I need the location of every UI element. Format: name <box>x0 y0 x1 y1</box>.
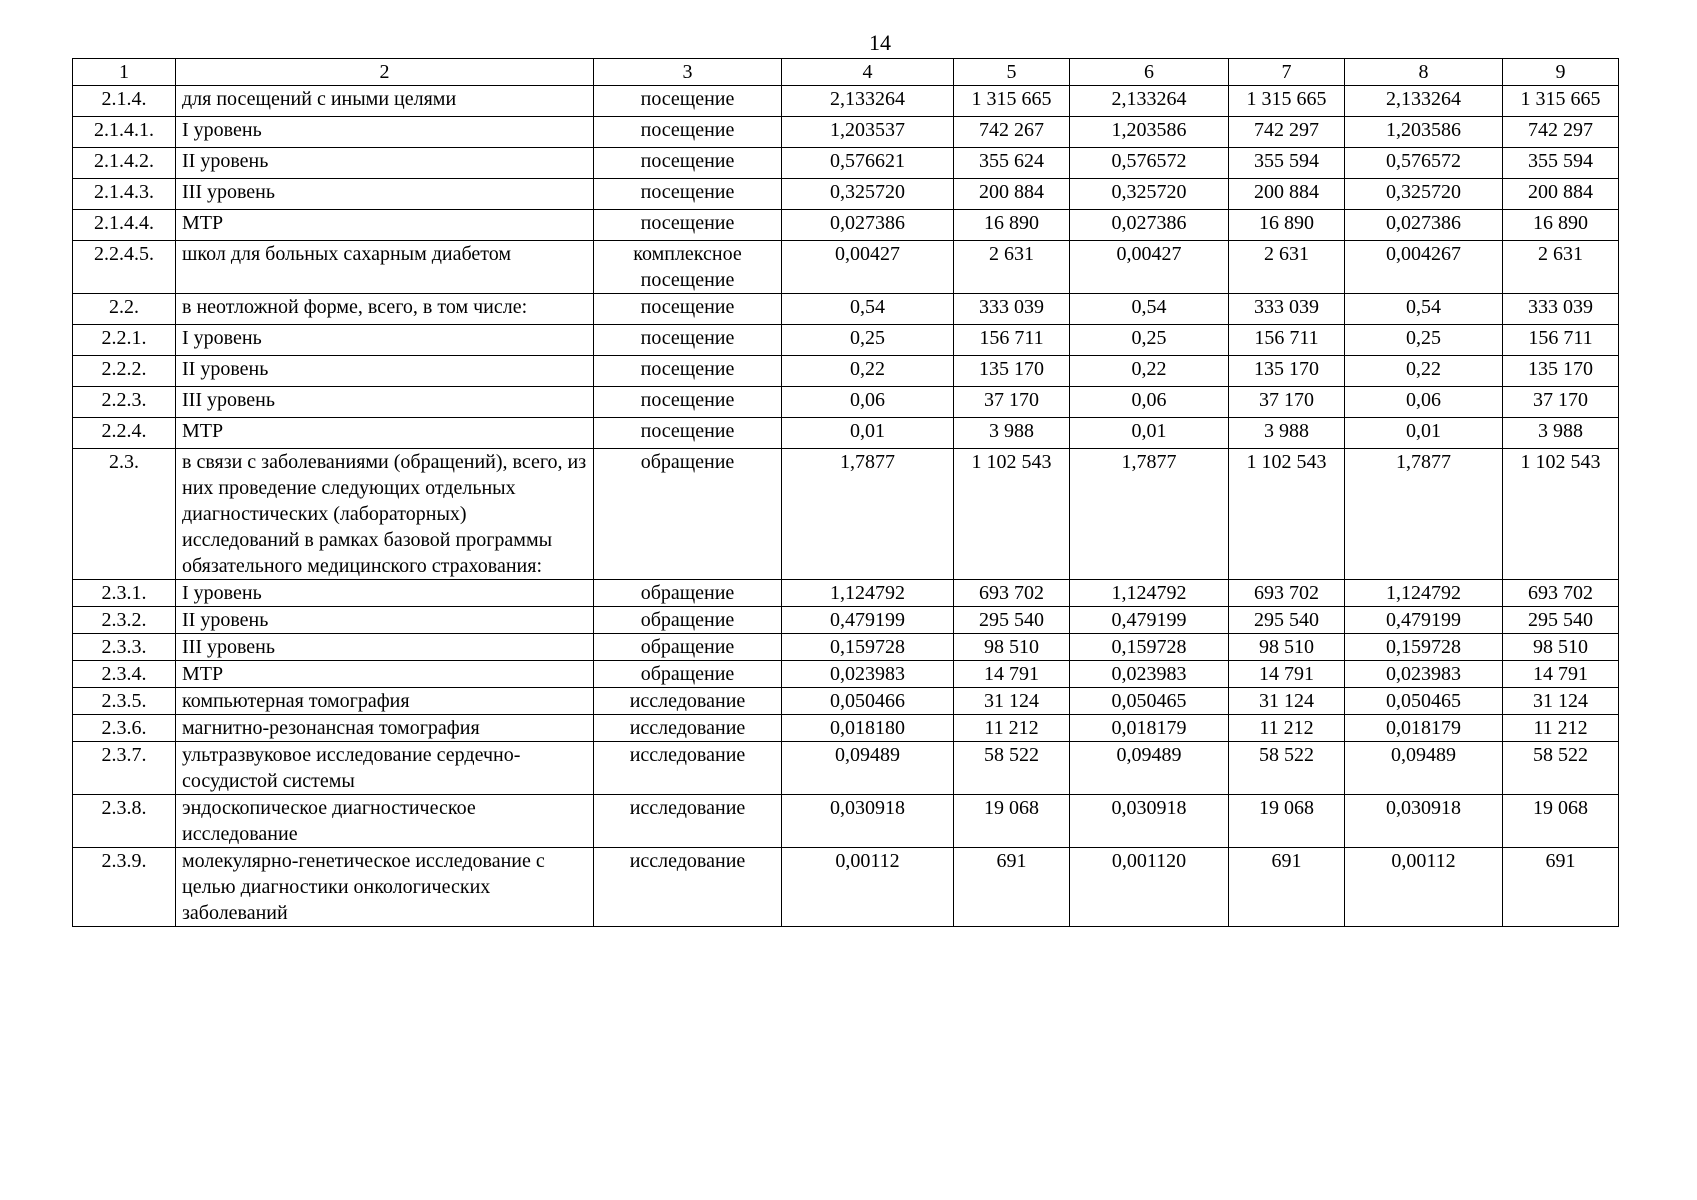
row-unit: исследование <box>594 848 782 927</box>
row-value: 333 039 <box>1503 294 1619 325</box>
row-value: 0,01 <box>1070 418 1229 449</box>
row-value: 156 711 <box>1229 325 1345 356</box>
row-value: 0,00112 <box>1345 848 1503 927</box>
table-row <box>73 356 1619 387</box>
row-value: 0,325720 <box>782 179 954 210</box>
row-value: 1,203586 <box>1345 117 1503 148</box>
row-value: 0,027386 <box>1345 210 1503 241</box>
row-value: 0,22 <box>1070 356 1229 387</box>
row-value: 693 702 <box>1229 580 1345 607</box>
column-number: 8 <box>1345 59 1503 86</box>
row-value: 0,159728 <box>1345 634 1503 661</box>
row-code: 2.2.1. <box>73 325 176 356</box>
row-value: 0,576621 <box>782 148 954 179</box>
row-name: III уровень <box>176 387 594 418</box>
column-number: 1 <box>73 59 176 86</box>
row-unit: комплексное посещение <box>594 241 782 294</box>
row-value: 0,22 <box>782 356 954 387</box>
row-value: 742 297 <box>1503 117 1619 148</box>
row-code: 2.1.4.1. <box>73 117 176 148</box>
row-value: 0,325720 <box>1345 179 1503 210</box>
table-row <box>73 418 1619 449</box>
column-number: 9 <box>1503 59 1619 86</box>
row-value: 0,00427 <box>782 241 954 294</box>
table-row <box>73 580 1619 607</box>
row-code: 2.3.6. <box>73 715 176 742</box>
row-value: 1,124792 <box>1070 580 1229 607</box>
table-row <box>73 148 1619 179</box>
row-unit: посещение <box>594 86 782 117</box>
row-value: 0,027386 <box>1070 210 1229 241</box>
table-row <box>73 715 1619 742</box>
row-value: 31 124 <box>1503 688 1619 715</box>
row-value: 295 540 <box>1229 607 1345 634</box>
table-row <box>73 795 1619 848</box>
row-code: 2.3.7. <box>73 742 176 795</box>
row-name: в неотложной форме, всего, в том числе: <box>176 294 594 325</box>
column-number: 5 <box>954 59 1070 86</box>
row-value: 0,050465 <box>1345 688 1503 715</box>
table-row <box>73 634 1619 661</box>
row-value: 156 711 <box>954 325 1070 356</box>
row-code: 2.2.2. <box>73 356 176 387</box>
table-row <box>73 688 1619 715</box>
row-value: 1 315 665 <box>1503 86 1619 117</box>
row-value: 742 297 <box>1229 117 1345 148</box>
row-name: МТР <box>176 418 594 449</box>
row-value: 37 170 <box>1229 387 1345 418</box>
row-value: 2,133264 <box>1345 86 1503 117</box>
row-code: 2.3.3. <box>73 634 176 661</box>
row-value: 14 791 <box>1229 661 1345 688</box>
row-value: 693 702 <box>954 580 1070 607</box>
table-row <box>73 294 1619 325</box>
row-name: I уровень <box>176 117 594 148</box>
table-body <box>73 59 1619 927</box>
row-name: компьютерная томография <box>176 688 594 715</box>
row-value: 0,027386 <box>782 210 954 241</box>
row-value: 58 522 <box>1229 742 1345 795</box>
row-value: 0,01 <box>782 418 954 449</box>
row-value: 3 988 <box>1229 418 1345 449</box>
row-unit: обращение <box>594 661 782 688</box>
data-table <box>72 58 1619 927</box>
row-name: II уровень <box>176 607 594 634</box>
table-row <box>73 387 1619 418</box>
row-value: 0,54 <box>1345 294 1503 325</box>
row-code: 2.1.4.2. <box>73 148 176 179</box>
row-code: 2.2.3. <box>73 387 176 418</box>
row-value: 355 594 <box>1503 148 1619 179</box>
row-value: 0,050465 <box>1070 688 1229 715</box>
row-value: 135 170 <box>1229 356 1345 387</box>
row-value: 0,09489 <box>1070 742 1229 795</box>
row-value: 295 540 <box>954 607 1070 634</box>
row-value: 0,54 <box>782 294 954 325</box>
row-value: 0,030918 <box>782 795 954 848</box>
row-code: 2.2.4.5. <box>73 241 176 294</box>
row-value: 0,09489 <box>782 742 954 795</box>
row-value: 98 510 <box>954 634 1070 661</box>
table-row <box>73 449 1619 580</box>
row-name: I уровень <box>176 580 594 607</box>
page-number: 14 <box>869 30 891 55</box>
row-code: 2.3.1. <box>73 580 176 607</box>
row-name: ультразвуковое исследование сердечно-сосудистой системы <box>176 742 594 795</box>
row-value: 19 068 <box>1503 795 1619 848</box>
row-unit: обращение <box>594 580 782 607</box>
row-name: МТР <box>176 210 594 241</box>
column-number: 4 <box>782 59 954 86</box>
row-value: 0,030918 <box>1070 795 1229 848</box>
row-name: школ для больных сахарным диабетом <box>176 241 594 294</box>
row-value: 0,00112 <box>782 848 954 927</box>
row-value: 0,06 <box>1345 387 1503 418</box>
row-value: 0,479199 <box>1070 607 1229 634</box>
row-name: III уровень <box>176 179 594 210</box>
row-name: молекулярно-генетическое исследование с целью диагностики онкологических заболеваний <box>176 848 594 927</box>
column-number: 7 <box>1229 59 1345 86</box>
row-code: 2.2.4. <box>73 418 176 449</box>
row-value: 0,018180 <box>782 715 954 742</box>
row-unit: исследование <box>594 688 782 715</box>
row-value: 0,325720 <box>1070 179 1229 210</box>
row-value: 200 884 <box>1503 179 1619 210</box>
row-value: 0,09489 <box>1345 742 1503 795</box>
row-value: 14 791 <box>1503 661 1619 688</box>
row-unit: посещение <box>594 210 782 241</box>
row-unit: исследование <box>594 795 782 848</box>
row-value: 200 884 <box>1229 179 1345 210</box>
row-value: 2 631 <box>954 241 1070 294</box>
row-unit: посещение <box>594 117 782 148</box>
row-value: 691 <box>1229 848 1345 927</box>
row-value: 1 102 543 <box>1503 449 1619 580</box>
row-value: 11 212 <box>954 715 1070 742</box>
row-value: 1 315 665 <box>1229 86 1345 117</box>
column-number-row <box>73 59 1619 86</box>
row-value: 0,22 <box>1345 356 1503 387</box>
row-value: 135 170 <box>1503 356 1619 387</box>
row-unit: обращение <box>594 634 782 661</box>
row-value: 2 631 <box>1229 241 1345 294</box>
table-row <box>73 179 1619 210</box>
table-row <box>73 848 1619 927</box>
row-value: 0,001120 <box>1070 848 1229 927</box>
row-unit: посещение <box>594 148 782 179</box>
row-code: 2.3.8. <box>73 795 176 848</box>
column-number: 6 <box>1070 59 1229 86</box>
row-value: 0,159728 <box>1070 634 1229 661</box>
row-value: 0,576572 <box>1070 148 1229 179</box>
column-number: 3 <box>594 59 782 86</box>
row-value: 58 522 <box>954 742 1070 795</box>
row-value: 3 988 <box>1503 418 1619 449</box>
row-value: 1,7877 <box>782 449 954 580</box>
row-value: 37 170 <box>954 387 1070 418</box>
row-unit: обращение <box>594 607 782 634</box>
row-code: 2.3. <box>73 449 176 580</box>
row-name: МТР <box>176 661 594 688</box>
row-value: 693 702 <box>1503 580 1619 607</box>
row-value: 0,018179 <box>1345 715 1503 742</box>
row-name: II уровень <box>176 148 594 179</box>
row-value: 1,203586 <box>1070 117 1229 148</box>
table-row <box>73 742 1619 795</box>
row-value: 0,018179 <box>1070 715 1229 742</box>
row-name: в связи с заболеваниями (обращений), всего, из них проведение следующих отдельных диагностических (лабораторных) исследований в рамках базовой программы обязательного медицинского страхования: <box>176 449 594 580</box>
table-row <box>73 661 1619 688</box>
row-value: 1 102 543 <box>1229 449 1345 580</box>
row-unit: исследование <box>594 715 782 742</box>
row-value: 135 170 <box>954 356 1070 387</box>
row-value: 355 624 <box>954 148 1070 179</box>
row-code: 2.3.9. <box>73 848 176 927</box>
row-name: II уровень <box>176 356 594 387</box>
row-unit: посещение <box>594 418 782 449</box>
row-value: 691 <box>954 848 1070 927</box>
row-value: 0,25 <box>1345 325 1503 356</box>
row-value: 0,479199 <box>782 607 954 634</box>
row-unit: исследование <box>594 742 782 795</box>
row-value: 1,7877 <box>1345 449 1503 580</box>
row-value: 0,004267 <box>1345 241 1503 294</box>
row-value: 0,023983 <box>1345 661 1503 688</box>
row-unit: обращение <box>594 449 782 580</box>
row-value: 14 791 <box>954 661 1070 688</box>
row-code: 2.1.4.4. <box>73 210 176 241</box>
row-value: 0,023983 <box>782 661 954 688</box>
row-value: 1 315 665 <box>954 86 1070 117</box>
row-value: 691 <box>1503 848 1619 927</box>
row-value: 16 890 <box>1229 210 1345 241</box>
row-value: 19 068 <box>1229 795 1345 848</box>
row-value: 0,050466 <box>782 688 954 715</box>
row-code: 2.3.5. <box>73 688 176 715</box>
row-value: 11 212 <box>1503 715 1619 742</box>
row-value: 0,25 <box>782 325 954 356</box>
row-value: 0,01 <box>1345 418 1503 449</box>
column-number: 2 <box>176 59 594 86</box>
table-row <box>73 210 1619 241</box>
row-value: 333 039 <box>1229 294 1345 325</box>
row-value: 1,203537 <box>782 117 954 148</box>
row-value: 3 988 <box>954 418 1070 449</box>
row-value: 2,133264 <box>1070 86 1229 117</box>
table-row <box>73 325 1619 356</box>
row-name: III уровень <box>176 634 594 661</box>
row-code: 2.1.4.3. <box>73 179 176 210</box>
row-value: 19 068 <box>954 795 1070 848</box>
row-value: 16 890 <box>954 210 1070 241</box>
row-value: 156 711 <box>1503 325 1619 356</box>
row-name: I уровень <box>176 325 594 356</box>
row-name: для посещений с иными целями <box>176 86 594 117</box>
row-value: 0,576572 <box>1345 148 1503 179</box>
row-code: 2.3.2. <box>73 607 176 634</box>
row-value: 16 890 <box>1503 210 1619 241</box>
row-value: 0,023983 <box>1070 661 1229 688</box>
row-value: 31 124 <box>1229 688 1345 715</box>
row-value: 0,06 <box>1070 387 1229 418</box>
row-value: 333 039 <box>954 294 1070 325</box>
row-value: 0,030918 <box>1345 795 1503 848</box>
row-value: 1 102 543 <box>954 449 1070 580</box>
table-row <box>73 607 1619 634</box>
row-unit: посещение <box>594 356 782 387</box>
row-code: 2.2. <box>73 294 176 325</box>
row-value: 2,133264 <box>782 86 954 117</box>
table-row <box>73 86 1619 117</box>
row-value: 37 170 <box>1503 387 1619 418</box>
row-value: 200 884 <box>954 179 1070 210</box>
row-value: 2 631 <box>1503 241 1619 294</box>
row-value: 0,25 <box>1070 325 1229 356</box>
row-value: 58 522 <box>1503 742 1619 795</box>
row-unit: посещение <box>594 387 782 418</box>
row-value: 1,124792 <box>1345 580 1503 607</box>
row-value: 295 540 <box>1503 607 1619 634</box>
row-value: 11 212 <box>1229 715 1345 742</box>
row-value: 355 594 <box>1229 148 1345 179</box>
row-value: 0,06 <box>782 387 954 418</box>
row-value: 0,54 <box>1070 294 1229 325</box>
row-value: 0,479199 <box>1345 607 1503 634</box>
row-value: 1,7877 <box>1070 449 1229 580</box>
row-code: 2.1.4. <box>73 86 176 117</box>
row-value: 31 124 <box>954 688 1070 715</box>
row-value: 1,124792 <box>782 580 954 607</box>
table-row <box>73 117 1619 148</box>
row-value: 98 510 <box>1503 634 1619 661</box>
row-unit: посещение <box>594 325 782 356</box>
table-row <box>73 241 1619 294</box>
row-unit: посещение <box>594 179 782 210</box>
row-value: 742 267 <box>954 117 1070 148</box>
row-code: 2.3.4. <box>73 661 176 688</box>
row-value: 0,159728 <box>782 634 954 661</box>
row-value: 98 510 <box>1229 634 1345 661</box>
row-value: 0,00427 <box>1070 241 1229 294</box>
row-name: магнитно-резонансная томография <box>176 715 594 742</box>
row-unit: посещение <box>594 294 782 325</box>
row-name: эндоскопическое диагностическое исследование <box>176 795 594 848</box>
